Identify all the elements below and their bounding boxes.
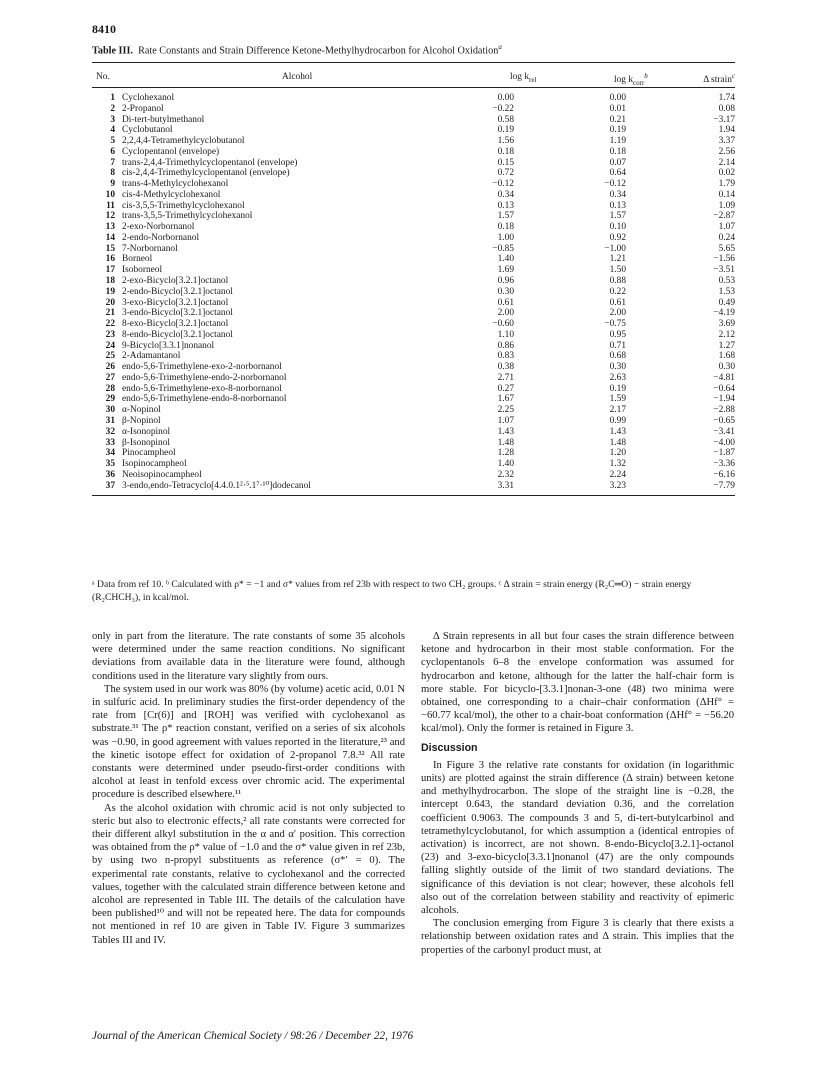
delta-strain: 2.12: [718, 329, 735, 340]
alcohol-name: Pinocampheol: [122, 448, 176, 459]
table-row: [92, 351, 735, 362]
log-k-rel: 1.56: [497, 136, 514, 147]
log-k-corr: 0.22: [609, 286, 626, 297]
delta-strain: 0.08: [718, 103, 735, 114]
alcohol-name: 2-exo-Bicyclo[3.2.1]octanol: [122, 276, 229, 287]
log-k-corr: 3.23: [609, 480, 626, 491]
alcohol-name: endo-5,6-Trimethylene-exo-2-norbornanol: [122, 362, 282, 373]
log-k-rel: 0.13: [497, 200, 514, 211]
delta-strain: 1.79: [718, 179, 735, 190]
alcohol-name: cis-3,5,5-Trimethylcyclohexanol: [122, 200, 245, 211]
log-k-rel: 0.83: [497, 351, 514, 362]
table-row: [92, 125, 735, 136]
table-row: [92, 147, 735, 158]
alcohol-name: Cyclopentanol (envelope): [122, 146, 220, 157]
alcohol-name: 2-endo-Norbornanol: [122, 232, 200, 243]
row-number: 33: [105, 437, 115, 448]
row-number: 26: [105, 362, 115, 373]
delta-strain: −0.65: [713, 415, 735, 426]
row-number: 1: [110, 93, 115, 103]
log-k-rel: −0.22: [492, 103, 514, 114]
alcohol-name: trans-2,4,4-Trimethylcyclopentanol (envelope): [122, 157, 298, 168]
log-k-rel: −0.60: [492, 319, 514, 330]
table-label: Table III.: [92, 45, 133, 57]
table-row: [92, 254, 735, 265]
table-row: [92, 287, 735, 298]
delta-strain: 2.56: [718, 146, 735, 157]
log-k-corr: 0.92: [609, 232, 626, 243]
table-row: [92, 481, 735, 492]
left-paragraph-2: The system used in our work was 80% (by volume) acetic acid, 0.01 N in sulfuric acid. In preliminary studies the first-order dependency of the rate from [Cr(6)] and [ROH] was verified with cyclohexanol as substrate.³¹ The ρ* reaction constant, verified on a series of six alcohols was −0.90, in good agreement with values reported in the literature,²³ and the kinetic isotope effect for oxidation of 2-propanol 7.8.³² All rate constants were determined under pseudo-first-order conditions with alcohol at least in tenfold excess over chromic acid. The experimental procedure is described elsewhere.¹¹: [92, 683, 405, 801]
alcohol-name: 2,2,4,4-Tetramethylcyclobutanol: [122, 136, 245, 147]
left-paragraph-3: As the alcohol oxidation with chromic acid is not only subjected to steric but also to electronic effects,² all rate constants were corrected for their different alkyl substitution in the α and α′ position. This correction was obtained from the ρ* value of −1.0 and the σ* value given in ref 23b, by using two n-propyl substituents as reference (σ*′ = 0). The experimental rate constants, relative to cyclohexanol and the corrected values, together with the calculated strain difference between ketone and alcohol are represented in Table III. The details of the calculation have been published¹⁰ and will not be repeated here. The data for compounds not mentioned in ref 10 are given in Table IV. Figure 3 summarizes Tables III and IV.: [92, 802, 405, 946]
delta-strain: 0.49: [718, 297, 735, 308]
alcohol-name: endo-5,6-Trimethylene-endo-8-norbornanol: [122, 394, 287, 405]
log-k-corr: 1.21: [609, 254, 626, 265]
log-k-rel: 2.00: [497, 308, 514, 319]
log-k-corr: 0.95: [609, 329, 626, 340]
row-number: 16: [105, 254, 115, 265]
log-k-corr: 1.43: [609, 426, 626, 437]
table-row: [92, 308, 735, 319]
journal-footer: Journal of the American Chemical Society / 98:26 / December 22, 1976: [92, 1030, 414, 1042]
row-number: 28: [105, 383, 115, 394]
table-top-rule: [92, 62, 735, 63]
row-number: 14: [105, 232, 115, 243]
table-row: [92, 201, 735, 212]
log-k-corr: −1.00: [604, 243, 626, 254]
log-k-corr: 1.50: [609, 265, 626, 276]
table-row: [92, 179, 735, 190]
log-k-corr: 0.19: [609, 125, 626, 136]
alcohol-name: cis-4-Methylcyclohexanol: [122, 189, 221, 200]
delta-strain: 1.94: [718, 125, 735, 136]
row-number: 2: [110, 103, 115, 114]
log-k-corr: 0.61: [609, 297, 626, 308]
log-k-corr: 2.17: [609, 405, 626, 416]
log-k-rel: 2.71: [497, 372, 514, 383]
log-k-corr: 0.64: [609, 168, 626, 179]
table-row: [92, 265, 735, 276]
table-row: [92, 416, 735, 427]
table-header: [92, 72, 735, 86]
header-alcohol: Alcohol: [282, 72, 313, 82]
alcohol-name: Isoborneol: [122, 265, 163, 276]
delta-strain: −3.36: [713, 459, 735, 470]
table-header-rule: [92, 87, 735, 88]
row-number: 37: [105, 480, 115, 491]
delta-strain: −4.19: [713, 308, 735, 319]
log-k-rel: 1.67: [497, 394, 514, 405]
log-k-rel: 2.25: [497, 405, 514, 416]
alcohol-name: Cyclobutanol: [122, 125, 173, 136]
log-k-corr: 1.20: [609, 448, 626, 459]
log-k-corr: 1.32: [609, 459, 626, 470]
log-k-corr: 0.10: [609, 222, 626, 233]
log-k-rel: 0.00: [497, 93, 514, 103]
log-k-rel: −0.12: [492, 179, 514, 190]
header-logkcorr: $\log k_{corr}^b$: [614, 72, 648, 87]
body-column-right: [421, 630, 734, 957]
right-paragraph-2: In Figure 3 the relative rate constants for oxidation (in logarithmic units) are plotted against the strain difference (Δ strain) between ketone and methylhydrocarbon. The slope of the straight line is −0.28, the intercept 0.643, the standard deviation 0.36, and the correlation coefficient 0.9063. The compounds 3 and 5, di-tert-butylcarbinol and tetramethylcyclobutanol, for which assumption a (identical entropies of activation) is incorrect, are not shown. 8-endo-Bicyclo[3.2.1]-octanol (23) and 3-exo-bicyclo[3.3.1]nonanol (47) are the only compounds falling slightly outside of the limit of two standard deviations. The significance of this deviation is not clear; however, these alcohols fell also out of the correlation between stability and reactivity of epimeric alcohols.: [421, 759, 734, 917]
log-k-corr: 1.48: [609, 437, 626, 448]
delta-strain: 5.65: [718, 243, 735, 254]
header-no: No.: [96, 72, 110, 82]
row-number: 36: [105, 469, 115, 480]
alcohol-name: Cyclohexanol: [122, 93, 175, 103]
log-k-rel: 0.58: [497, 114, 514, 125]
log-k-rel: 1.43: [497, 426, 514, 437]
table-row: [92, 222, 735, 233]
row-number: 18: [105, 276, 115, 287]
table-row: [92, 373, 735, 384]
log-k-rel: 1.28: [497, 448, 514, 459]
table-row: [92, 115, 735, 126]
delta-strain: 2.14: [718, 157, 735, 168]
row-number: 4: [110, 125, 115, 136]
alcohol-name: endo-5,6-Trimethylene-endo-2-norbornanol: [122, 372, 287, 383]
table-row: [92, 276, 735, 287]
delta-strain: −1.56: [713, 254, 735, 265]
delta-strain: 0.02: [718, 168, 735, 179]
delta-strain: −1.94: [713, 394, 735, 405]
table-bottom-rule: [92, 495, 735, 496]
log-k-corr: 0.01: [609, 103, 626, 114]
alcohol-name: 3-endo,endo-Tetracyclo[4.4.0.1²·⁵.1⁷·¹⁰]dodecanol: [122, 480, 311, 491]
table-row: [92, 427, 735, 438]
log-k-corr: 2.00: [609, 308, 626, 319]
row-number: 12: [105, 211, 115, 222]
row-number: 23: [105, 329, 115, 340]
table-row: [92, 93, 735, 104]
table-title: Rate Constants and Strain Difference Ketone-Methylhydrocarbon for Alcohol Oxidation: [138, 45, 499, 57]
row-number: 13: [105, 222, 115, 233]
log-k-rel: 0.72: [497, 168, 514, 179]
row-number: 5: [110, 136, 115, 147]
log-k-corr: −0.12: [604, 179, 626, 190]
row-number: 15: [105, 243, 115, 254]
right-paragraph-3: The conclusion emerging from Figure 3 is clearly that there exists a relationship between oxidation rates and Δ strain. This implies that the properties of the carbonyl product must, at: [421, 918, 734, 956]
alcohol-name: α-Nopinol: [122, 405, 161, 416]
row-number: 6: [110, 146, 115, 157]
delta-strain: 1.68: [718, 351, 735, 362]
alcohol-name: β-Nopinol: [122, 415, 161, 426]
delta-strain: 0.24: [718, 232, 735, 243]
log-k-rel: 1.00: [497, 232, 514, 243]
delta-strain: 3.37: [718, 136, 735, 147]
alcohol-name: 3-endo-Bicyclo[3.2.1]octanol: [122, 308, 233, 319]
table-row: [92, 319, 735, 330]
table-row: [92, 158, 735, 169]
table-row: [92, 190, 735, 201]
delta-strain: 1.53: [718, 286, 735, 297]
row-number: 7: [110, 157, 115, 168]
alcohol-name: β-Isonopinol: [122, 437, 170, 448]
log-k-rel: 1.10: [497, 329, 514, 340]
log-k-corr: 1.59: [609, 394, 626, 405]
row-number: 21: [105, 308, 115, 319]
delta-strain: 1.07: [718, 222, 735, 233]
delta-strain: −4.81: [713, 372, 735, 383]
table-row: [92, 384, 735, 395]
delta-strain: 0.53: [718, 276, 735, 287]
log-k-corr: 0.18: [609, 146, 626, 157]
log-k-rel: 0.86: [497, 340, 514, 351]
log-k-corr: 0.30: [609, 362, 626, 373]
log-k-rel: 1.07: [497, 415, 514, 426]
log-k-rel: 1.69: [497, 265, 514, 276]
left-paragraph-1: only in part from the literature. The rate constants of some 35 alcohols were determined under the same reaction conditions. No significant deviations from available data in the literature were found, although conditions used in the literature vary slightly from ours.: [92, 631, 405, 682]
log-k-rel: 0.18: [497, 222, 514, 233]
log-k-corr: 0.21: [609, 114, 626, 125]
alcohol-name: cis-2,4,4-Trimethylcyclopentanol (envelope): [122, 168, 290, 179]
delta-strain: −7.79: [713, 480, 735, 491]
table-row: [92, 341, 735, 352]
page-number: 8410: [92, 22, 116, 36]
table-row: [92, 104, 735, 115]
discussion-heading: Discussion: [421, 741, 478, 754]
log-k-corr: 0.13: [609, 200, 626, 211]
table-row: [92, 136, 735, 147]
log-k-rel: 0.15: [497, 157, 514, 168]
alcohol-name: α-Isonopinol: [122, 426, 171, 437]
log-k-rel: 3.31: [497, 480, 514, 491]
log-k-rel: 0.34: [497, 189, 514, 200]
log-k-rel: 0.27: [497, 383, 514, 394]
log-k-rel: 0.18: [497, 146, 514, 157]
alcohol-name: 9-Bicyclo[3.3.1]nonanol: [122, 340, 215, 351]
row-number: 22: [105, 319, 115, 330]
log-k-corr: −0.75: [604, 319, 626, 330]
alcohol-name: trans-3,5,5-Trimethylcyclohexanol: [122, 211, 253, 222]
delta-strain: −6.16: [713, 469, 735, 480]
table-row: [92, 244, 735, 255]
alcohol-name: Di-tert-butylmethanol: [122, 114, 205, 125]
table-row: [92, 470, 735, 481]
log-k-rel: 1.40: [497, 459, 514, 470]
log-k-corr: 0.19: [609, 383, 626, 394]
body-column-left: [92, 630, 405, 947]
delta-strain: −4.00: [713, 437, 735, 448]
delta-strain: −0.64: [713, 383, 735, 394]
row-number: 10: [105, 189, 115, 200]
delta-strain: 0.30: [718, 362, 735, 373]
log-k-rel: 1.40: [497, 254, 514, 265]
log-k-rel: 0.96: [497, 276, 514, 287]
table-row: [92, 362, 735, 373]
alcohol-name: trans-4-Methylcyclohexanol: [122, 179, 229, 190]
log-k-rel: 1.57: [497, 211, 514, 222]
table-row: [92, 459, 735, 470]
row-number: 31: [105, 415, 115, 426]
header-strain: Δ strain$^c$: [703, 72, 735, 86]
log-k-rel: 2.32: [497, 469, 514, 480]
table-row: [92, 448, 735, 459]
delta-strain: 1.74: [718, 93, 735, 103]
log-k-rel: 0.30: [497, 286, 514, 297]
alcohol-name: endo-5,6-Trimethylene-exo-8-norbornanol: [122, 383, 282, 394]
log-k-corr: 0.71: [609, 340, 626, 351]
row-number: 11: [106, 200, 115, 211]
table-row: [92, 394, 735, 405]
table-body: [92, 93, 735, 491]
row-number: 30: [105, 405, 115, 416]
log-k-rel: 1.48: [497, 437, 514, 448]
alcohol-name: Borneol: [122, 254, 153, 265]
row-number: 19: [105, 286, 115, 297]
delta-strain: −2.88: [713, 405, 735, 416]
table-caption: [92, 43, 732, 56]
alcohol-name: 2-Propanol: [122, 103, 164, 114]
table-row: [92, 211, 735, 222]
alcohol-name: 8-endo-Bicyclo[3.2.1]octanol: [122, 329, 233, 340]
row-number: 8: [110, 168, 115, 179]
log-k-corr: 0.00: [609, 93, 626, 103]
table-row: [92, 233, 735, 244]
alcohol-name: 7-Norbornanol: [122, 243, 178, 254]
table-row: [92, 298, 735, 309]
log-k-corr: 2.24: [609, 469, 626, 480]
row-number: 20: [105, 297, 115, 308]
table-row: [92, 405, 735, 416]
log-k-rel: 0.61: [497, 297, 514, 308]
alcohol-name: 2-Adamantanol: [122, 351, 181, 362]
log-k-corr: 0.88: [609, 276, 626, 287]
log-k-corr: 1.19: [609, 136, 626, 147]
table-row: [92, 330, 735, 341]
alcohol-name: Neoisopinocampheol: [122, 469, 202, 480]
header-logk: $\log k_{rel}$: [510, 72, 537, 84]
delta-strain: 3.69: [718, 319, 735, 330]
alcohol-name: 8-exo-Bicyclo[3.2.1]octanol: [122, 319, 229, 330]
log-k-corr: 2.63: [609, 372, 626, 383]
row-number: 34: [105, 448, 115, 459]
table-row: [92, 438, 735, 449]
delta-strain: −2.87: [713, 211, 735, 222]
delta-strain: −3.51: [713, 265, 735, 276]
log-k-corr: 0.34: [609, 189, 626, 200]
row-number: 25: [105, 351, 115, 362]
delta-strain: 0.14: [718, 189, 735, 200]
table-footnote: ᵃ Data from ref 10. ᵇ Calculated with ρ* = −1 and σ* values from ref 23b with respect to two CH₂ groups. ᶜ Δ strain = strain energy (R₂C═O) − strain energy (R₂CHCH₃), in kcal/mol.: [92, 579, 692, 603]
log-k-corr: 0.68: [609, 351, 626, 362]
delta-strain: 1.27: [718, 340, 735, 351]
row-number: 29: [105, 394, 115, 405]
delta-strain: −1.87: [713, 448, 735, 459]
alcohol-name: 3-exo-Bicyclo[3.2.1]octanol: [122, 297, 229, 308]
delta-strain: −3.17: [713, 114, 735, 125]
row-number: 32: [105, 426, 115, 437]
row-number: 35: [105, 459, 115, 470]
row-number: 9: [110, 179, 115, 190]
table-row: [92, 168, 735, 179]
delta-strain: −3.41: [713, 426, 735, 437]
log-k-rel: −0.85: [492, 243, 514, 254]
log-k-corr: 1.57: [609, 211, 626, 222]
row-number: 3: [110, 114, 115, 125]
log-k-rel: 0.19: [497, 125, 514, 136]
alcohol-name: 2-exo-Norbornanol: [122, 222, 195, 233]
row-number: 27: [105, 372, 115, 383]
delta-strain: 1.09: [718, 200, 735, 211]
log-k-corr: 0.07: [609, 157, 626, 168]
alcohol-name: 2-endo-Bicyclo[3.2.1]octanol: [122, 286, 233, 297]
row-number: 24: [105, 340, 115, 351]
row-number: 17: [105, 265, 115, 276]
log-k-corr: 0.99: [609, 415, 626, 426]
alcohol-name: Isopinocampheol: [122, 459, 187, 470]
log-k-rel: 0.38: [497, 362, 514, 373]
table-title-mark: a: [498, 43, 502, 51]
right-paragraph-1: Δ Strain represents in all but four cases the strain difference between ketone and hydrocarbon in their most stable conformation. For the cyclopentanols 6–8 the envelope conformation was assumed for hydrocarbon and ketone, although for the latter the half-chair form is more stable. For bicyclo-[3.3.1]nonan-3-one (48) two minima were obtained, one corresponding to a chair–chair conformation (ΔHf° = −60.77 kcal/mol), the other to a chair-boat conformation (ΔHf° = −56.20 kcal/mol). Only the former is retained in Figure 3.: [421, 631, 734, 735]
